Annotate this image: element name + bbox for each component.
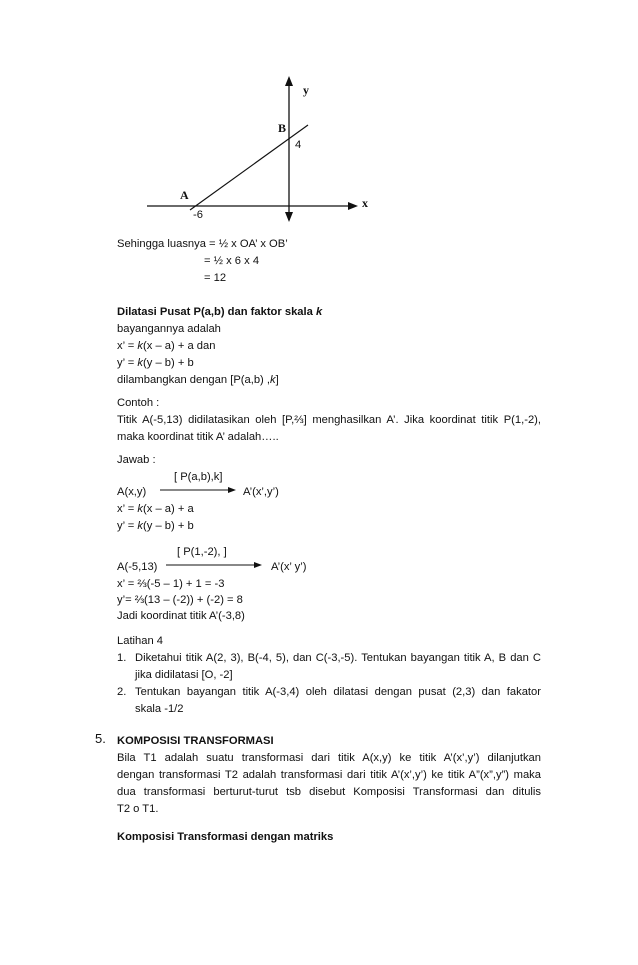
- label-y: y: [303, 83, 309, 97]
- dilatasi-heading: Dilatasi Pusat P(a,b) dan faktor skala k: [117, 306, 323, 318]
- section-para-line1: Bila T1 adalah suatu transformasi dari titik A(x,y) ke titik A’(x’,y’) dilanjutkan: [117, 752, 541, 764]
- calc-y: y’= ⅔(13 – (-2)) + (-2) = 8: [117, 594, 243, 606]
- value-4: 4: [295, 139, 302, 151]
- jawab-formula-x: x’ = k(x – a) + a: [117, 503, 194, 515]
- arrow2-right: A’(x’ y’): [271, 561, 307, 573]
- dilatasi-notation: dilambangkan dengan [P(a,b) ,k]: [117, 374, 279, 386]
- value-neg6: -6: [193, 209, 203, 221]
- arrow1-label: [ P(a,b),k]: [174, 471, 223, 483]
- area-line-2: = ½ x 6 x 4: [204, 255, 260, 267]
- latihan-item2-number: 2.: [117, 686, 127, 698]
- section-para-line3: dua transformasi berturut-turut tsb disebut Komposisi Transformasi dan ditulis: [117, 786, 541, 798]
- dilatasi-line-1: bayangannya adalah: [117, 323, 221, 335]
- label-x: x: [362, 196, 368, 210]
- area-line-1: Sehingga luasnya = ½ x OA’ x OB’: [117, 238, 288, 250]
- contoh-line-1: Titik A(-5,13) didilatasikan oleh [P,⅔] menghasilkan A’. Jika koordinat titik P(1,-2),: [117, 414, 541, 426]
- jawab-conclusion: Jadi koordinat titik A’(-3,8): [117, 610, 245, 622]
- latihan-item1-line2: jika didilatasi [O, -2]: [135, 669, 233, 681]
- jawab-formula-y: y’ = k(y – b) + b: [117, 520, 194, 532]
- section-number: 5.: [95, 731, 106, 746]
- label-A: A: [180, 188, 189, 202]
- section-para-line2: dengan transformasi T2 adalah transformasi dari titik A’(x’,y’) ke titik A”(x”,y”) maka: [117, 769, 541, 781]
- arrow2-label: [ P(1,-2), ]: [177, 546, 227, 558]
- contoh-title: Contoh :: [117, 397, 160, 409]
- calc-x: x’ = ⅔(-5 – 1) + 1 = -3: [117, 578, 225, 590]
- arrow1-left: A(x,y): [117, 486, 147, 498]
- latihan-item2-line2: skala -1/2: [135, 703, 184, 715]
- latihan-item1-number: 1.: [117, 652, 127, 664]
- area-line-3: = 12: [204, 272, 227, 284]
- jawab-title: Jawab :: [117, 454, 156, 466]
- arrow1-right: A’(x’,y’): [243, 486, 279, 498]
- label-B: B: [278, 121, 287, 135]
- latihan-title: Latihan 4: [117, 635, 164, 647]
- contoh-line-2: maka koordinat titik A’ adalah…..: [117, 431, 279, 443]
- latihan-item1-line1: Diketahui titik A(2, 3), B(-4, 5), dan C(-3,-5). Tentukan bayangan titik A, B dan C: [135, 652, 541, 664]
- dilatasi-formula-x: x’ = k(x – a) + a dan: [117, 340, 216, 352]
- section-heading: KOMPOSISI TRANSFORMASI: [117, 735, 274, 747]
- section-subheading: Komposisi Transformasi dengan matriks: [117, 831, 334, 843]
- latihan-item2-line1: Tentukan bayangan titik A(-3,4) oleh dilatasi dengan pusat (2,3) dan fakator: [135, 686, 541, 698]
- dilatasi-formula-y: y’ = k(y – b) + b: [117, 357, 194, 369]
- section-para-line4: T2 o T1.: [117, 803, 159, 815]
- arrow2-left: A(-5,13): [117, 561, 158, 573]
